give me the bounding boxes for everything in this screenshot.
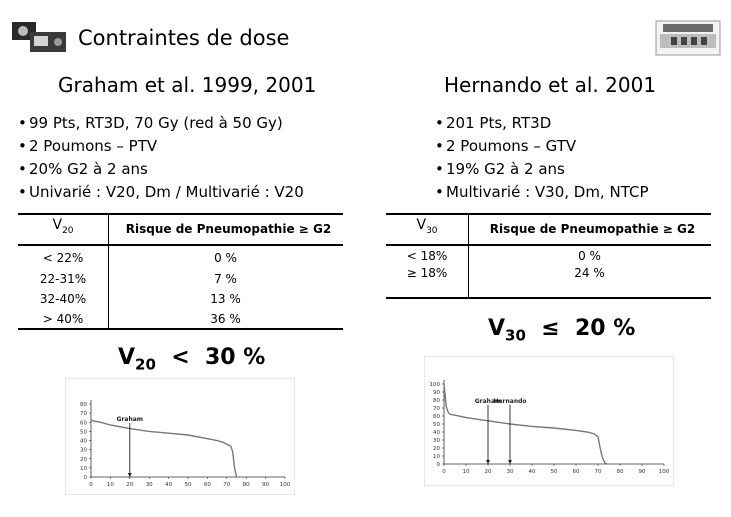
table-row [18,289,343,309]
right-heading: Hernando et al. 2001 [444,73,657,97]
table-cell: 24 % [574,265,605,280]
table-header-risk: Risque de Pneumopathie ≥ G2 [125,222,332,236]
y-tick-label: 20 [80,456,87,463]
right-bullet: • 2 Poumons – GTV [435,135,649,158]
table-row [18,247,343,268]
left-data-table [18,247,343,329]
table-cell: ≥ 18% [406,265,448,280]
table-cell: 13 % [210,292,241,306]
right-dvh-chart [424,356,674,486]
table-row [18,309,343,329]
x-tick-label: 20 [484,469,492,475]
y-tick-label: 50 [80,429,87,436]
x-tick-label: 70 [594,469,602,475]
table-cell: 0 % [214,250,237,265]
threshold-label: Hernando [493,397,527,405]
x-tick-label: 30 [506,469,514,475]
left-dvh-chart [65,378,295,495]
x-tick-label: 80 [242,482,250,488]
table-top-rule [386,213,711,215]
x-tick-label: 80 [616,469,624,475]
y-tick-label: 40 [433,430,440,436]
y-tick-label: 40 [80,438,87,445]
left-bullet: • 2 Poumons – PTV [18,135,304,158]
slide-title: Contraintes de dose [78,26,290,50]
left-bullet: • 20% G2 à 2 ans [18,158,304,181]
table-cell: 0 % [578,248,601,263]
x-tick-label: 70 [223,482,231,488]
x-tick-label: 90 [262,482,270,488]
y-tick-label: 50 [433,422,440,428]
y-tick-label: 80 [80,402,87,408]
table-cell: < 18% [406,248,448,263]
table-top-rule [18,213,343,215]
y-tick-label: 30 [433,438,440,444]
logo-left [10,20,70,56]
table-header-rule [386,244,711,246]
right-data-table [386,247,711,281]
table-header-rule [18,244,343,246]
x-tick-label: 0 [442,469,446,475]
table-row [18,268,343,289]
left-heading: Graham et al. 1999, 2001 [58,73,317,97]
x-tick-label: 10 [106,482,114,488]
x-tick-label: 60 [203,482,211,488]
y-tick-label: 10 [433,454,440,460]
x-tick-label: 40 [528,469,536,475]
x-tick-label: 60 [572,469,580,475]
x-tick-label: 50 [184,482,192,488]
institution-logo [655,20,721,56]
y-tick-label: 100 [429,382,440,388]
table-row [386,264,711,281]
y-tick-label: 90 [433,390,440,396]
table-header-v30: $V_{30}$ [416,217,438,236]
table-cell: 22-31% [39,271,87,286]
y-tick-label: 20 [433,446,440,452]
y-tick-label: 60 [80,420,87,427]
threshold-label: Graham [116,415,144,423]
table-cell: 7 % [214,271,237,286]
threshold-label: Graham [474,397,502,405]
right-bullet: • Multivarié : V30, Dm, NTCP [435,181,649,204]
y-tick-label: 80 [433,398,440,404]
table-header-risk: Risque de Pneumopathie ≥ G2 [489,222,696,236]
x-tick-label: 50 [550,469,558,475]
right-constraint: $V_{30} \le 20$ % [488,316,636,345]
x-tick-label: 100 [658,469,670,475]
x-tick-label: 0 [89,482,93,488]
left-bullet: • 99 Pts, RT3D, 70 Gy (red à 50 Gy) [18,112,304,135]
y-tick-label: 60 [433,414,440,420]
y-tick-label: 0 [436,462,440,468]
x-tick-label: 100 [279,482,291,488]
y-tick-label: 30 [80,447,87,454]
y-tick-label: 70 [433,406,440,412]
table-cell: < 22% [42,250,84,265]
y-tick-label: 70 [80,411,87,418]
y-tick-label: 0 [83,475,87,481]
table-bottom-rule [386,297,711,299]
left-bullet-list [18,112,304,204]
right-bullet: • 201 Pts, RT3D [435,112,649,135]
right-bullet: • 19% G2 à 2 ans [435,158,649,181]
table-header-v20: $V_{20}$ [52,217,74,236]
right-bullet-list [435,112,649,204]
table-cell: 36 % [210,312,241,326]
table-cell: 32-40% [39,292,87,306]
x-tick-label: 40 [165,482,173,488]
x-tick-label: 30 [145,482,153,488]
y-tick-label: 10 [80,465,87,472]
table-cell: > 40% [42,312,84,326]
left-constraint: $V_{20} < 30$ % [118,345,266,374]
x-tick-label: 90 [638,469,646,475]
table-row [386,247,711,264]
x-tick-label: 10 [462,469,470,475]
left-bullet: • Univarié : V20, Dm / Multivarié : V20 [18,181,304,204]
x-tick-label: 20 [126,482,134,488]
